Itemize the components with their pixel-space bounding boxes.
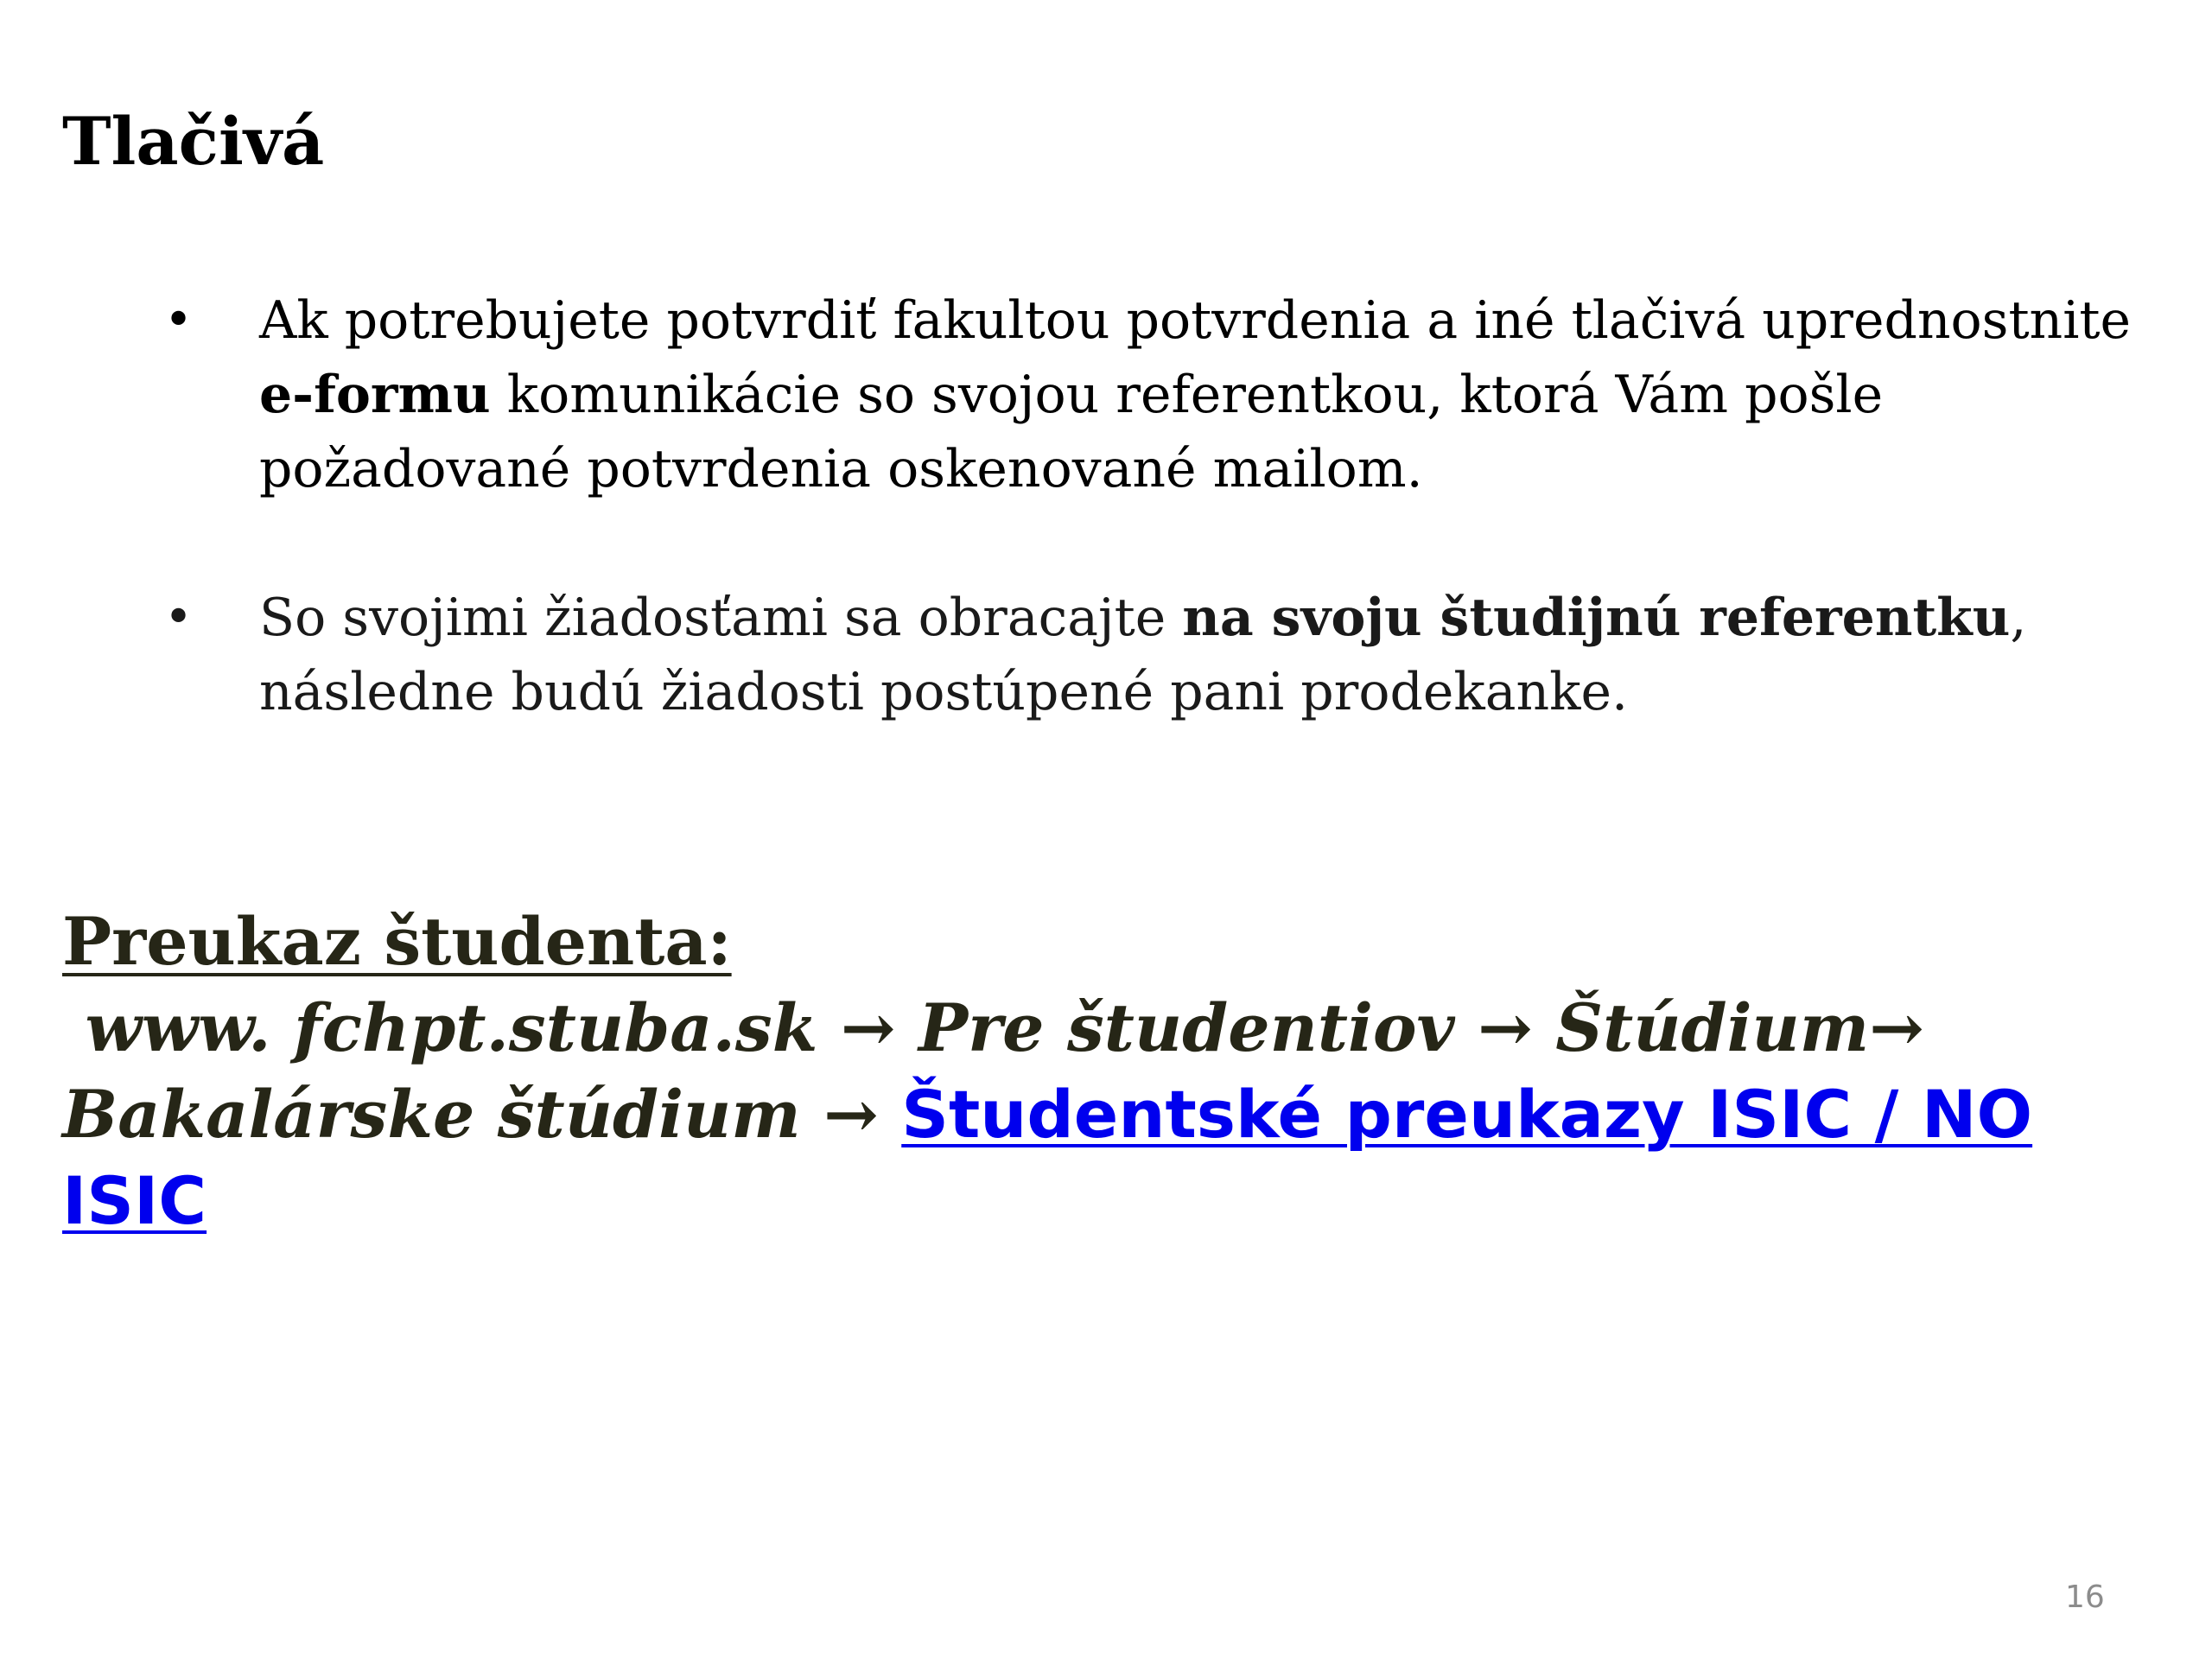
navigation-path-text: Bakalárske štúdium → bbox=[62, 1076, 902, 1153]
navigation-path-line-1: www. fchpt.stuba.sk → Pre študentiov → Štúdium→ bbox=[62, 989, 1924, 1066]
bullet-text-part: Ak potrebujete potvrdiť fakultou potvrdenia a iné tlačivá uprednostnite bbox=[259, 290, 2132, 351]
bullet-text bbox=[259, 290, 2131, 499]
bullet-text-bold: e-formu bbox=[259, 365, 491, 425]
student-card-heading-line bbox=[62, 899, 2136, 985]
bullet-text-bold: na svoju študijnú referentku bbox=[1182, 588, 2011, 648]
bullet-item bbox=[164, 581, 2152, 729]
bullet-dot-icon: • bbox=[164, 292, 194, 348]
student-card-heading: Preukaz študenta: bbox=[62, 903, 732, 980]
bullet-item bbox=[164, 283, 2152, 506]
navigation-path-line-2 bbox=[62, 1071, 2136, 1244]
student-card-section bbox=[62, 899, 2136, 1244]
bullet-text-part: komunikácie so svojou referentkou, ktorá Vám pošle požadované potvrdenia oskenované mailom. bbox=[259, 365, 1884, 499]
page-number: 16 bbox=[2065, 1580, 2105, 1615]
bullet-text-part: So svojimi žiadosťami sa obracajte bbox=[259, 588, 1183, 648]
bullet-text bbox=[259, 588, 2026, 722]
bullet-list bbox=[164, 283, 2152, 729]
isic-cards-link[interactable]: Študentské preukazy ISIC / NO ISIC bbox=[62, 1076, 2033, 1239]
bullet-text-part: , následne budú žiadosti postúpené pani prodekanke. bbox=[259, 588, 2027, 722]
bullet-dot-icon: • bbox=[164, 589, 194, 645]
slide-title: Tlačivá bbox=[62, 103, 325, 180]
